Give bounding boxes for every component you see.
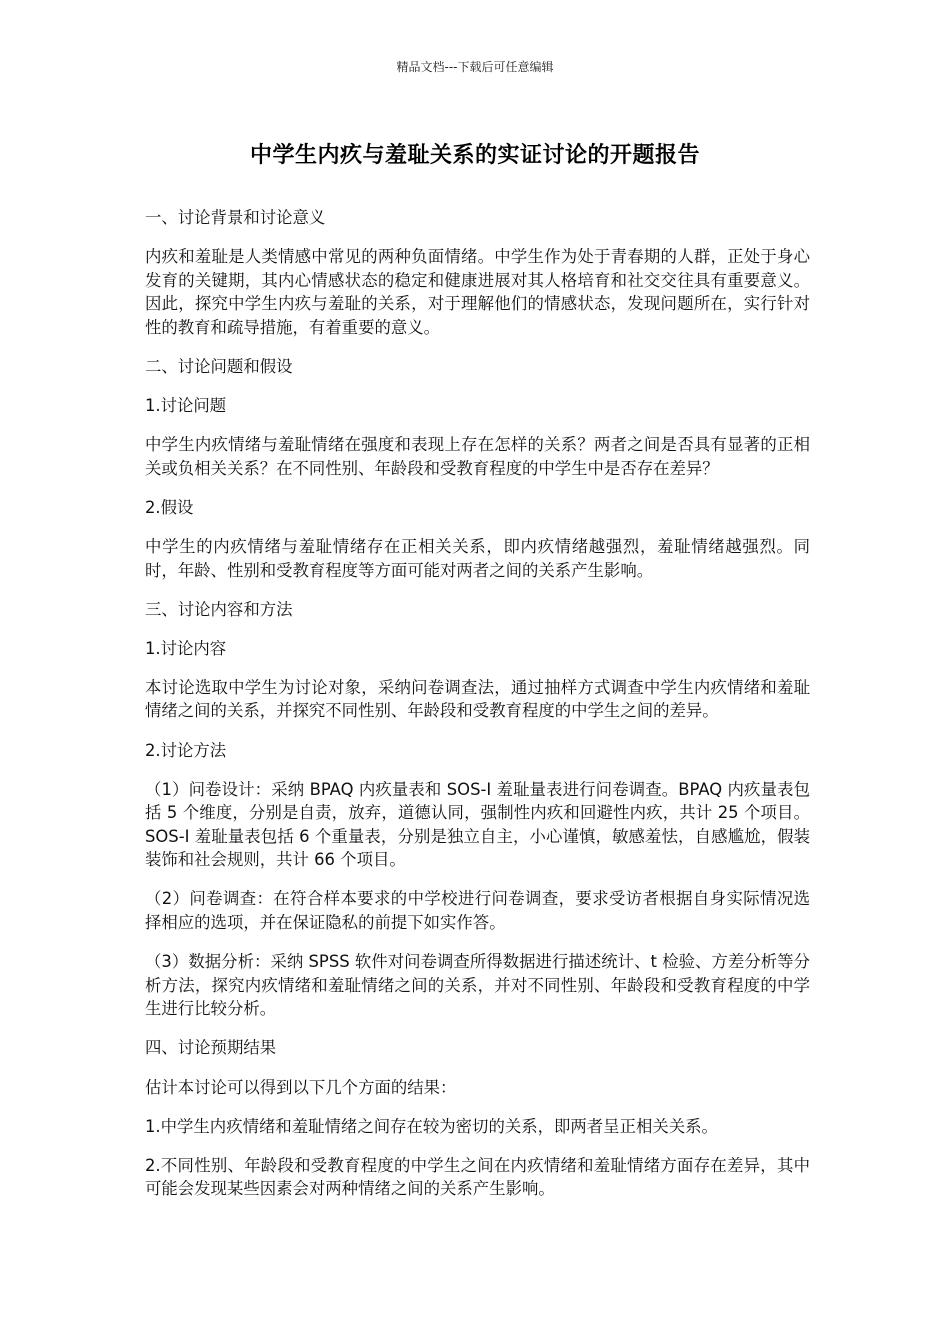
subheading-content: 1.讨论内容 — [145, 638, 227, 658]
subheading-methods: 2.讨论方法 — [145, 740, 227, 760]
document-title: 中学生内疚与羞耻关系的实证讨论的开题报告 — [249, 143, 700, 168]
paragraph-background: 内疚和羞耻是人类情感中常见的两种负面情绪。中学生作为处于青春期的人群，正处于身心发育的关键期，其内心情感状态的稳定和健康进展对其人格培育和社交交往具有重要意义。因此，探究中学生内疚与羞耻的关系，对于理解他们的情感状态，发现问题所在，实行针对性的教育和疏导措施，有着重要的意义。 — [145, 247, 810, 337]
paragraph-method-analysis: （3）数据分析：采纳 SPSS 软件对问卷调查所得数据进行描述统计、t 检验、方差分析等分析方法，探究内疚情绪和羞耻情绪之间的关系，并对不同性别、年龄段和受教育程度的中学生进行比较分析。 — [145, 952, 810, 1019]
document-body — [145, 206, 810, 1216]
paragraph-content: 本讨论选取中学生为讨论对象，采纳问卷调查法，通过抽样方式调查中学生内疚情绪和羞耻情绪之间的关系，并探究不同性别、年龄段和受教育程度的中学生之间的差异。 — [145, 677, 810, 721]
section-heading-content-methods: 三、讨论内容和方法 — [145, 599, 293, 619]
paragraph-expected-result-2: 2.不同性别、年龄段和受教育程度的中学生之间在内疚情绪和羞耻情绪方面存在差异，其中可能会发现某些因素会对两种情绪之间的关系产生影响。 — [145, 1155, 810, 1199]
section-heading-expected-results: 四、讨论预期结果 — [145, 1038, 277, 1058]
paragraph-expected-intro: 估计本讨论可以得到以下几个方面的结果： — [145, 1077, 457, 1097]
paragraph-expected-result-1: 1.中学生内疚情绪和羞耻情绪之间存在较为密切的关系，即两者呈正相关关系。 — [145, 1116, 718, 1136]
section-heading-questions: 二、讨论问题和假设 — [145, 356, 293, 376]
subheading-hypothesis: 2.假设 — [145, 497, 194, 517]
subheading-questions: 1.讨论问题 — [145, 396, 227, 416]
header-note: 精品文档---下载后可任意编辑 — [396, 60, 554, 74]
paragraph-hypothesis: 中学生的内疚情绪与羞耻情绪存在正相关关系，即内疚情绪越强烈，羞耻情绪越强烈。同时，年龄、性别和受教育程度等方面可能对两者之间的关系产生影响。 — [145, 536, 810, 580]
paragraph-method-questionnaire-design: （1）问卷设计：采纳 BPAQ 内疚量表和 SOS-I 羞耻量表进行问卷调查。BPAQ 内疚量表包括 5 个维度，分别是自责，放弃，道德认同，强制性内疚和回避性内疚，共计 25 个项目。SOS-I 羞耻量表包括 6 个重量表，分别是独立自主，小心谨慎，敏感羞怯，自感尴尬，假装装饰和社会规则，共计 66 个项目。 — [145, 779, 810, 870]
section-heading-background: 一、讨论背景和讨论意义 — [145, 208, 326, 227]
paragraph-method-survey: （2）问卷调查：在符合样本要求的中学校进行问卷调查，要求受访者根据自身实际情况选择相应的选项，并在保证隐私的前提下如实作答。 — [145, 889, 810, 933]
paragraph-questions: 中学生内疚情绪与羞耻情绪在强度和表现上存在怎样的关系？两者之间是否具有显著的正相关或负相关关系？在不同性别、年龄段和受教育程度的中学生中是否存在差异？ — [145, 435, 810, 478]
